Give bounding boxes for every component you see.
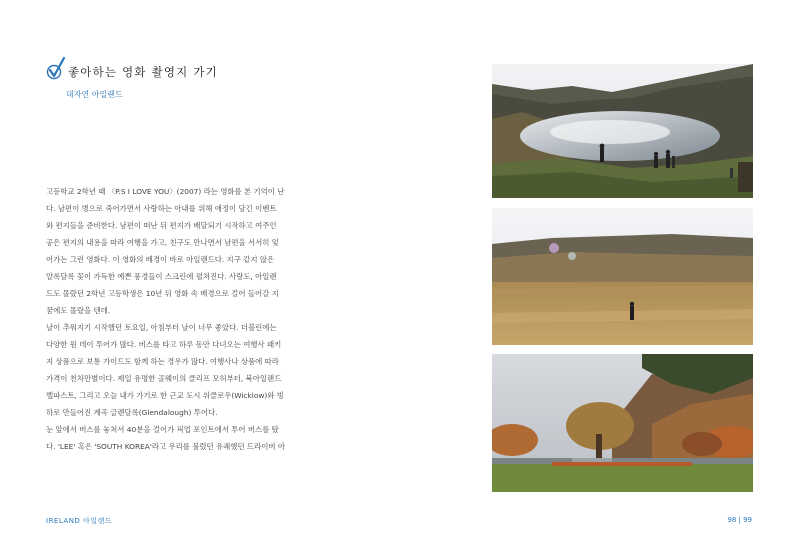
- body-text: [46, 183, 334, 455]
- page-numbers: 98 | 99: [727, 516, 752, 524]
- lake-photo: [492, 64, 753, 198]
- body-line: 드도 몰랐던 2학년 고등학생은 10년 뒤 영화 속 배경으로 걸어 들어갈 지: [46, 289, 279, 298]
- body-line: 날이 추워지기 시작했던 토요일, 아침부터 날이 너무 좋았다. 더블린에는: [46, 323, 277, 332]
- checkmark-icon: [46, 56, 68, 82]
- page-subtitle: 대자연 아일랜드: [66, 90, 123, 99]
- page-title: 좋아하는 영화 촬영지 가기: [68, 65, 218, 79]
- body-line: 다. 남편이 병으로 죽어가면서 사랑하는 아내를 위해 애정이 담긴 이벤트: [46, 204, 277, 213]
- footer-section-label: IRELAND 아일랜드: [46, 517, 113, 525]
- body-line: 알록달록 꽃이 가득한 예쁜 풍경들이 스크린에 펼쳐진다. 사랑도, 아일랜: [46, 272, 277, 281]
- body-line: 고등학교 2학년 때 〈P.S I LOVE YOU〉(2007) 라는 영화를 본 기억이 난: [46, 187, 285, 196]
- autumn-tree-photo: [492, 354, 753, 492]
- body-line: 가격이 천차만별이다. 제일 유명한 골웨이의 클리프 모허부터, 북아일랜드: [46, 374, 282, 383]
- body-line: 다양한 원 데이 투어가 많다. 버스를 타고 하루 동안 다녀오는 여행사 패키: [46, 340, 282, 349]
- body-line: 와 편지들을 준비한다. 남편이 떠난 뒤 편지가 배달되기 시작하고 여주인: [46, 221, 277, 230]
- body-line: 하로 만들어진 계곡 글렌달록(Glendalough) 투어다.: [46, 408, 218, 417]
- body-line: 다. 'LEE' 혹은 'SOUTH KOREA'라고 우리를 불렀던 유쾌했던 드라이버 아: [46, 442, 285, 451]
- body-line: 지 상품으로 보통 가이드도 함께 하는 경우가 많다. 여행사나 상품에 따라: [46, 357, 279, 366]
- body-line: 꿈에도 몰랐을 텐데.: [46, 306, 111, 315]
- body-line: 공은 편지의 내용을 따라 여행을 가고, 친구도 만나면서 남편을 서서히 잊: [46, 238, 279, 247]
- moorland-photo: [492, 208, 753, 345]
- body-line: 벨파스트, 그리고 오늘 내가 가기로 한 근교 도시 위클로우(Wicklow)와 빙: [46, 391, 284, 400]
- body-line: 어가는 그런 영화다. 이 영화의 배경이 바로 아일랜드다. 지구 같지 않은: [46, 255, 275, 264]
- body-line: 눈 앞에서 버스를 놓쳐서 40분을 걸어가 픽업 포인트에서 투어 버스를 탔: [46, 425, 279, 434]
